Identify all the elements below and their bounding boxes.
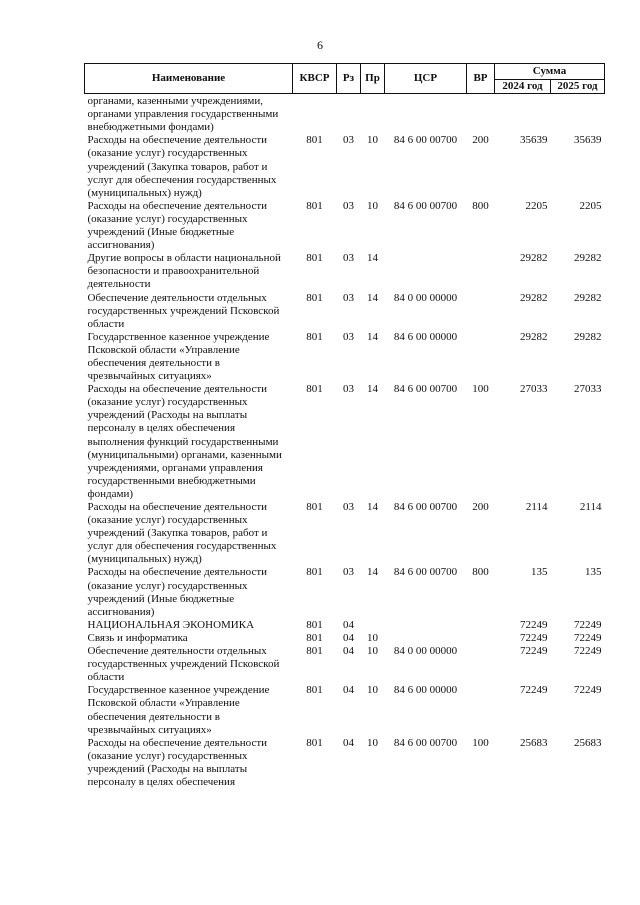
cell-csr: 84 0 00 00000 [393,645,458,658]
cell-csr [385,619,467,632]
table-row [85,292,605,331]
cell-kvsr: 801 [306,330,323,343]
cell-csr: 84 6 00 00700 [393,199,458,212]
table-row [85,94,605,135]
table-row [85,737,605,789]
cell-pr: 14 [367,291,378,304]
cell-kvsr: 801 [306,631,323,644]
cell-kvsr: 801 [306,566,323,579]
cell-sum-2024: 35639 [520,134,548,147]
table-row [85,566,605,618]
cell-rz: 03 [343,252,354,265]
cell-kvsr: 801 [306,291,323,304]
cell-sum-2024: 29282 [520,252,548,265]
cell-pr: 14 [367,383,378,396]
cell-name: Расходы на обеспечение деятельности (оказание услуг) государственных учреждений (Иные бюджетные ассигнования) [87,199,268,252]
cell-sum-2025: 29282 [574,252,602,265]
cell-kvsr: 801 [306,736,323,749]
cell-kvsr: 801 [306,383,323,396]
table-row [85,632,605,645]
cell-csr: 84 6 00 00700 [393,383,458,396]
cell-kvsr: 801 [306,252,323,265]
cell-vr [467,684,495,736]
table-row [85,331,605,383]
cell-rz: 03 [343,199,354,212]
cell-pr: 14 [367,566,378,579]
cell-sum-2025: 2114 [579,501,602,513]
cell-pr: 10 [367,631,378,644]
table-row [85,501,605,566]
cell-sum-2024: 2205 [525,199,548,212]
table-row [85,252,605,291]
cell-vr [467,619,495,632]
cell-vr [467,632,495,645]
header-csr: ЦСР [385,64,467,94]
header-kvsr: КВСР [293,64,337,94]
cell-vr: 200 [472,134,489,147]
cell-name: Государственное казенное учреждение Псковской области «Управление обеспечения деятельности в чрезвычайных ситуациях» [87,684,270,736]
cell-pr: 14 [367,252,378,265]
cell-kvsr: 801 [306,618,323,631]
cell-rz [337,94,361,135]
cell-name: НАЦИОНАЛЬНАЯ ЭКОНОМИКА [87,618,255,631]
cell-sum-2024: 25683 [520,736,548,749]
cell-name: Расходы на обеспечение деятельности (оказание услуг) государственных учреждений (Расходы на выплаты персоналу в целях обеспечения выполнения функций государственными (муниципальными) органами, казенными учреждениями, органами управления государственными внебюджетными фондами) [87,383,282,500]
cell-rz: 04 [343,631,354,644]
cell-vr: 100 [472,736,489,749]
cell-rz: 03 [343,501,354,513]
cell-csr: 84 6 00 00700 [393,566,458,579]
cell-sum-2025: 25683 [574,736,602,749]
cell-csr [385,252,467,291]
cell-pr: 10 [367,134,378,147]
header-sum: Сумма [495,64,605,80]
cell-sum-2024: 72249 [520,631,548,644]
cell-rz: 03 [343,566,354,579]
cell-name: Обеспечение деятельности отдельных государственных учреждений Псковской области [87,645,280,684]
table-row [85,200,605,252]
cell-sum-2025: 35639 [574,134,602,147]
cell-rz: 04 [343,684,354,697]
cell-sum-2025: 72249 [574,631,602,644]
cell-csr: 84 6 00 00700 [393,501,458,513]
cell-csr [385,632,467,645]
cell-sum-2024: 27033 [520,383,548,396]
table-header [85,64,605,94]
cell-vr [467,292,495,331]
cell-name: Другие вопросы в области национальной безопасности и правоохранительной деятельности [87,252,281,291]
table-row [85,684,605,736]
cell-name: Государственное казенное учреждение Псковской области «Управление обеспечения деятельности в чрезвычайных ситуациях» [87,330,270,383]
cell-pr: 10 [367,645,378,658]
cell-csr: 84 0 00 00000 [393,291,458,304]
cell-vr [467,252,495,291]
cell-sum-2025: 27033 [574,383,602,396]
cell-sum-2025: 72249 [574,618,602,631]
cell-sum-2025: 2205 [579,199,602,212]
cell-csr [385,94,467,135]
cell-sum-2024: 29282 [520,291,548,304]
cell-kvsr: 801 [306,645,323,658]
cell-rz: 03 [343,291,354,304]
cell-sum-2025 [551,94,605,135]
cell-sum-2024: 72249 [520,618,548,631]
cell-vr: 800 [472,199,489,212]
cell-rz: 04 [343,618,354,631]
table-row [85,619,605,632]
cell-name: Расходы на обеспечение деятельности (оказание услуг) государственных учреждений (Закупка товаров, работ и услуг для обеспечения государственных (муниципальных) нужд) [87,501,277,566]
cell-name: Связь и информатика [87,631,188,644]
header-year-2024: 2024 год [495,80,551,94]
cell-kvsr: 801 [306,199,323,212]
table-row [85,645,605,684]
header-vr: ВР [467,64,495,94]
cell-rz: 04 [343,645,354,658]
header-year-2025: 2025 год [551,80,605,94]
cell-pr [361,94,385,135]
cell-pr: 10 [367,684,378,697]
cell-name: Расходы на обеспечение деятельности (оказание услуг) государственных учреждений (Расходы на выплаты персоналу в целях обеспечения [87,736,268,788]
cell-vr [467,645,495,684]
cell-sum-2024: 72249 [520,645,548,658]
cell-sum-2025: 72249 [574,684,602,697]
cell-sum-2025: 29282 [574,330,602,343]
cell-rz: 03 [343,383,354,396]
cell-pr: 10 [367,736,378,749]
cell-kvsr [293,94,337,135]
cell-kvsr: 801 [306,134,323,147]
cell-sum-2024: 72249 [520,684,548,697]
cell-pr [361,619,385,632]
cell-name: Обеспечение деятельности отдельных государственных учреждений Псковской области [87,291,280,330]
header-name: Наименование [85,64,293,94]
header-rz: Рз [337,64,361,94]
cell-vr [467,94,495,135]
cell-vr: 100 [472,383,489,396]
table-body [85,94,605,789]
cell-sum-2025: 29282 [574,291,602,304]
cell-rz: 03 [343,134,354,147]
cell-sum-2024 [495,94,551,135]
cell-sum-2025: 72249 [574,645,602,658]
cell-sum-2025: 135 [585,566,602,579]
cell-csr: 84 6 00 00700 [393,736,458,749]
cell-name: Расходы на обеспечение деятельности (оказание услуг) государственных учреждений (Иные бюджетные ассигнования) [87,566,268,618]
cell-csr: 84 6 00 00700 [393,134,458,147]
cell-vr: 200 [472,501,489,513]
cell-csr: 84 6 00 00000 [393,330,458,343]
cell-vr: 800 [472,566,489,579]
cell-sum-2024: 2114 [525,501,548,513]
cell-pr: 14 [367,330,378,343]
cell-name: органами, казенными учреждениями, органами управления государственными внебюджетными фондами) [87,95,279,134]
budget-table [84,63,605,789]
cell-sum-2024: 135 [531,566,548,579]
cell-kvsr: 801 [306,501,323,513]
table-row [85,383,605,501]
cell-pr: 10 [367,199,378,212]
cell-vr [467,331,495,383]
header-pr: Пр [361,64,385,94]
cell-pr: 14 [367,501,378,513]
cell-kvsr: 801 [306,684,323,697]
page-number: 6 [317,38,323,52]
cell-name: Расходы на обеспечение деятельности (оказание услуг) государственных учреждений (Закупка товаров, работ и услуг для обеспечения государственных (муниципальных) нужд) [87,134,277,199]
cell-rz: 03 [343,330,354,343]
cell-sum-2024: 29282 [520,330,548,343]
cell-rz: 04 [343,736,354,749]
cell-csr: 84 6 00 00000 [393,684,458,697]
table-row [85,134,605,199]
